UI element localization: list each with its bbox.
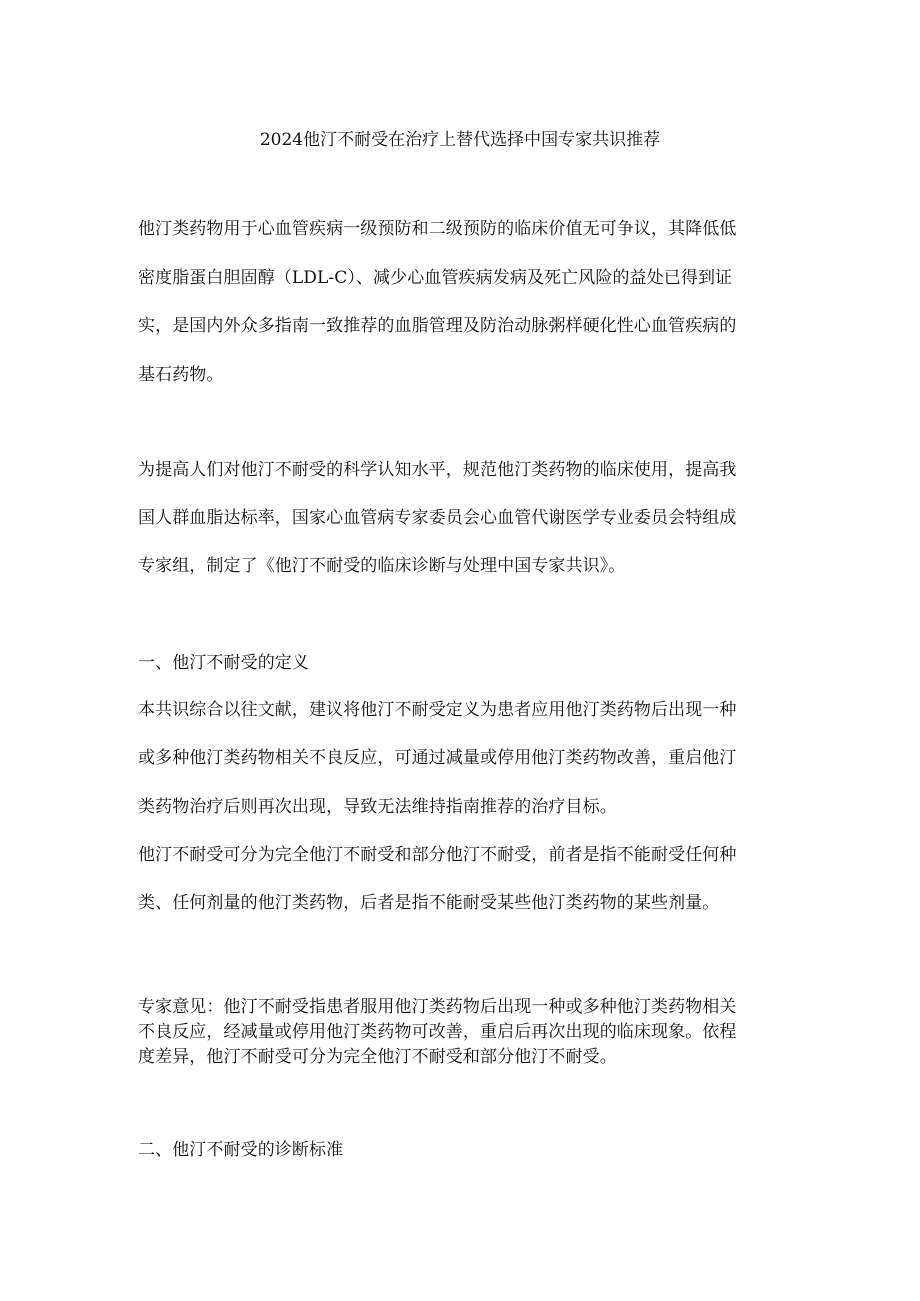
paragraph-line: 类药物治疗后则再次出现，导致无法维持指南推荐的治疗目标。 xyxy=(138,797,617,817)
paragraph-line: 为提高人们对他汀不耐受的科学认知水平，规范他汀类药物的临床使用，提高我 xyxy=(138,460,737,480)
paragraph-line: 专家组，制定了《他汀不耐受的临床诊断与处理中国专家共识》。 xyxy=(138,556,626,576)
paragraph-line: 他汀不耐受可分为完全他汀不耐受和部分他汀不耐受，前者是指不能耐受任何种 xyxy=(138,845,737,865)
paragraph-line: 实，是国内外众多指南一致推荐的血脂管理及防治动脉粥样硬化性心血管疾病的 xyxy=(138,316,737,336)
paragraph-line: 他汀类药物用于心血管疾病一级预防和二级预防的临床价值无可争议，其降低低 xyxy=(138,219,737,239)
section-heading: 一、他汀不耐受的定义 xyxy=(138,653,309,673)
expert-opinion-line: 度差异，他汀不耐受可分为完全他汀不耐受和部分他汀不耐受。 xyxy=(138,1047,617,1067)
section-heading: 二、他汀不耐受的诊断标准 xyxy=(138,1140,344,1160)
paragraph-line: 类、任何剂量的他汀类药物，后者是指不能耐受某些他汀类药物的某些剂量。 xyxy=(138,893,720,913)
paragraph-line: 基石药物。 xyxy=(138,365,224,385)
paragraph-line: 本共识综合以往文献，建议将他汀不耐受定义为患者应用他汀类药物后出现一种 xyxy=(138,700,737,720)
paragraph-line: 国人群血脂达标率，国家心血管病专家委员会心血管代谢医学专业委员会特组成 xyxy=(138,508,737,528)
document-title: 2024他汀不耐受在治疗上替代选择中国专家共识推荐 xyxy=(259,130,661,150)
expert-opinion-line: 不良反应，经减量或停用他汀类药物可改善，重启后再次出现的临床现象。依程 xyxy=(138,1022,737,1042)
expert-opinion-line: 专家意见：他汀不耐受指患者服用他汀类药物后出现一种或多种他汀类药物相关 xyxy=(138,997,737,1017)
paragraph-line: 或多种他汀类药物相关不良反应，可通过减量或停用他汀类药物改善，重启他汀 xyxy=(138,748,737,768)
paragraph-line: 密度脂蛋白胆固醇（LDL-C）、减少心血管疾病发病及死亡风险的益处已得到证 xyxy=(138,268,733,288)
